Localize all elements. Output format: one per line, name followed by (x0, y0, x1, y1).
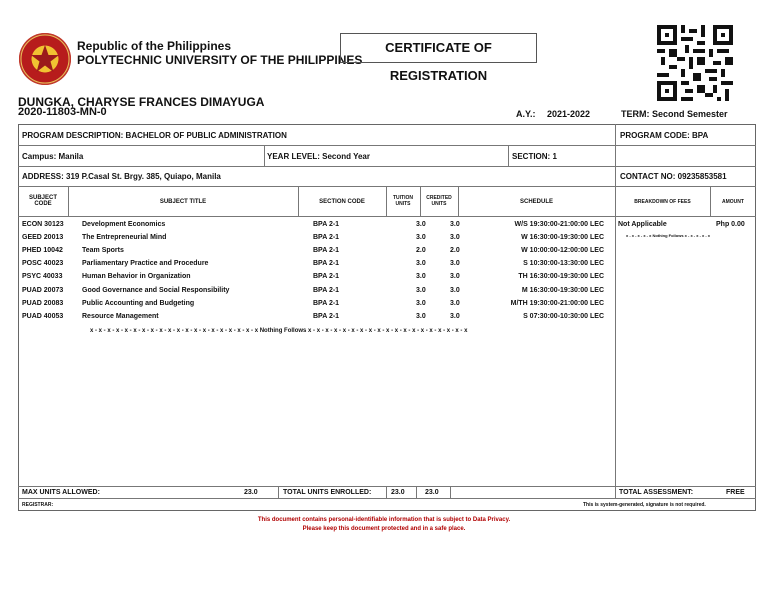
total-credited-units: 23.0 (425, 489, 439, 496)
divider (420, 186, 421, 216)
credited-units: 3.0 (450, 273, 460, 280)
qr-code-icon (657, 25, 733, 101)
subject-code: ECON 30123 (22, 221, 64, 228)
total-assessment-value: FREE (726, 489, 745, 496)
subject-code: PSYC 40033 (22, 273, 63, 280)
fees-nothing-follows: x - x - x - x - x Nothing Follows x - x - x - x - x (626, 233, 711, 238)
privacy-notice-line2: Please keep this document protected and in a safe place. (302, 526, 466, 532)
table-row (0, 284, 768, 297)
term: TERM: Second Semester (621, 109, 728, 119)
year-level: YEAR LEVEL: Second Year (267, 152, 370, 161)
divider (18, 486, 756, 487)
total-tuition-units: 23.0 (391, 489, 405, 496)
tuition-units: 3.0 (416, 273, 426, 280)
section-code: BPA 2-1 (313, 221, 340, 228)
table-row (0, 257, 768, 270)
campus: Campus: Manila (22, 152, 84, 161)
divider (18, 216, 756, 217)
registrar-label: REGISTRAR: (22, 502, 54, 508)
table-row (0, 244, 768, 257)
header-credited-units: CREDITED UNITS (426, 195, 452, 207)
tuition-units: 3.0 (416, 287, 426, 294)
system-generated-note: This is system-generated, signature is not required. (583, 502, 706, 508)
divider (264, 145, 265, 166)
divider (278, 486, 279, 498)
credited-units: 3.0 (450, 313, 460, 320)
credited-units: 3.0 (450, 287, 460, 294)
section-code: BPA 2-1 (313, 300, 340, 307)
credited-units: 3.0 (450, 221, 460, 228)
schedule: M/TH 19:30:00-21:00:00 LEC (510, 300, 604, 307)
subject-code: PUAD 20083 (22, 300, 64, 307)
certificate-title: CERTIFICATE OF REGISTRATION (340, 33, 537, 63)
subject-title: Parliamentary Practice and Procedure (82, 260, 209, 267)
header-amount: AMOUNT (722, 199, 744, 205)
fee-amount: Php 0.00 (716, 221, 745, 228)
header-tuition-units: TUITION UNITS (393, 195, 413, 207)
total-assessment-label: TOTAL ASSESSMENT: (619, 489, 694, 496)
program-code: PROGRAM CODE: BPA (620, 131, 709, 140)
section-code: BPA 2-1 (313, 287, 340, 294)
privacy-notice-line1: This document contains personal-identifiable information that is subject to Data Privacy. (257, 517, 511, 523)
max-units-label: MAX UNITS ALLOWED: (22, 489, 100, 496)
schedule: M 16:30:00-19:30:00 LEC (521, 287, 604, 294)
header-breakdown-of-fees: BREAKDOWN OF FEES (634, 199, 691, 205)
subject-code: POSC 40023 (22, 260, 64, 267)
credited-units: 3.0 (450, 260, 460, 267)
divider (508, 145, 509, 166)
nothing-follows-line: x - x - x - x - x - x - x - x - x - x - x - x - x - x - x - x - x - x - x - x Nothing Follows x - x - x - x - x - x - x - x - x - x - x - x - x - x - x - x - x - x - x (90, 328, 468, 334)
subject-code: PUAD 40053 (22, 313, 64, 320)
schedule: W 16:30:00-19:30:00 LEC (521, 234, 604, 241)
tuition-units: 2.0 (416, 247, 426, 254)
fee-item: Not Applicable (618, 221, 667, 228)
tuition-units: 3.0 (416, 234, 426, 241)
credited-units: 3.0 (450, 300, 460, 307)
table-row (0, 310, 768, 323)
section-code: BPA 2-1 (313, 247, 340, 254)
tuition-units: 3.0 (416, 300, 426, 307)
divider (18, 166, 756, 167)
tuition-units: 3.0 (416, 313, 426, 320)
max-units-value: 23.0 (244, 489, 258, 496)
credited-units: 2.0 (450, 247, 460, 254)
header-subject-code: SUBJECT CODE (28, 195, 57, 207)
academic-year-label: A.Y.: (516, 109, 536, 119)
tuition-units: 3.0 (416, 260, 426, 267)
tuition-units: 3.0 (416, 221, 426, 228)
schedule: S 10:30:00-13:30:00 LEC (523, 260, 604, 267)
academic-year-value: 2021-2022 (547, 109, 591, 119)
divider (386, 486, 387, 498)
divider (615, 166, 616, 186)
subject-code: PUAD 20073 (22, 287, 64, 294)
address: ADDRESS: 319 P.Casal St. Brgy. 385, Quiapo, Manila (22, 172, 221, 181)
divider (416, 486, 417, 498)
divider (386, 186, 387, 216)
subject-title: Team Sports (82, 247, 124, 254)
header-subject-title: SUBJECT TITLE (159, 199, 207, 205)
header-section-code: SECTION CODE (319, 199, 365, 205)
section-code: BPA 2-1 (313, 260, 340, 267)
subject-code: GEED 20013 (22, 234, 64, 241)
section-code: BPA 2-1 (313, 234, 340, 241)
subject-title: Resource Management (82, 313, 159, 320)
schedule: W/S 19:30:00-21:00:00 LEC (514, 221, 604, 228)
table-row (0, 270, 768, 283)
schedule: S 07:30:00-10:30:00 LEC (523, 313, 604, 320)
divider (18, 498, 756, 499)
schedule: TH 16:30:00-19:30:00 LEC (518, 273, 604, 280)
university-seal-logo (19, 33, 71, 85)
subject-code: PHED 10042 (22, 247, 63, 254)
subject-title: Human Behavior in Organization (82, 273, 191, 280)
program-description: PROGRAM DESCRIPTION: BACHELOR OF PUBLIC ADMINISTRATION (22, 131, 287, 140)
republic-heading: Republic of the Philippines (77, 39, 232, 53)
section: SECTION: 1 (512, 152, 557, 161)
divider (18, 145, 756, 146)
subject-title: Good Governance and Social Responsibility (82, 287, 230, 294)
section-code: BPA 2-1 (313, 313, 340, 320)
total-units-enrolled-label: TOTAL UNITS ENROLLED: (283, 489, 372, 496)
subject-title: Development Economics (82, 221, 166, 228)
credited-units: 3.0 (450, 234, 460, 241)
header-schedule: SCHEDULE (519, 199, 553, 205)
subject-title: The Entrepreneurial Mind (82, 234, 167, 241)
table-row (0, 297, 768, 310)
divider (615, 124, 616, 166)
university-name: POLYTECHNIC UNIVERSITY OF THE PHILIPPINES (77, 53, 363, 67)
student-name: DUNGKA, CHARYSE FRANCES DIMAYUGA (18, 95, 265, 109)
schedule: W 10:00:00-12:00:00 LEC (521, 247, 604, 254)
student-number: 2020-11803-MN-0 (18, 106, 107, 118)
contact-number: CONTACT NO: 09235853581 (620, 172, 727, 181)
divider (18, 186, 756, 187)
divider (450, 486, 451, 498)
subject-title: Public Accounting and Budgeting (82, 300, 195, 307)
section-code: BPA 2-1 (313, 273, 340, 280)
